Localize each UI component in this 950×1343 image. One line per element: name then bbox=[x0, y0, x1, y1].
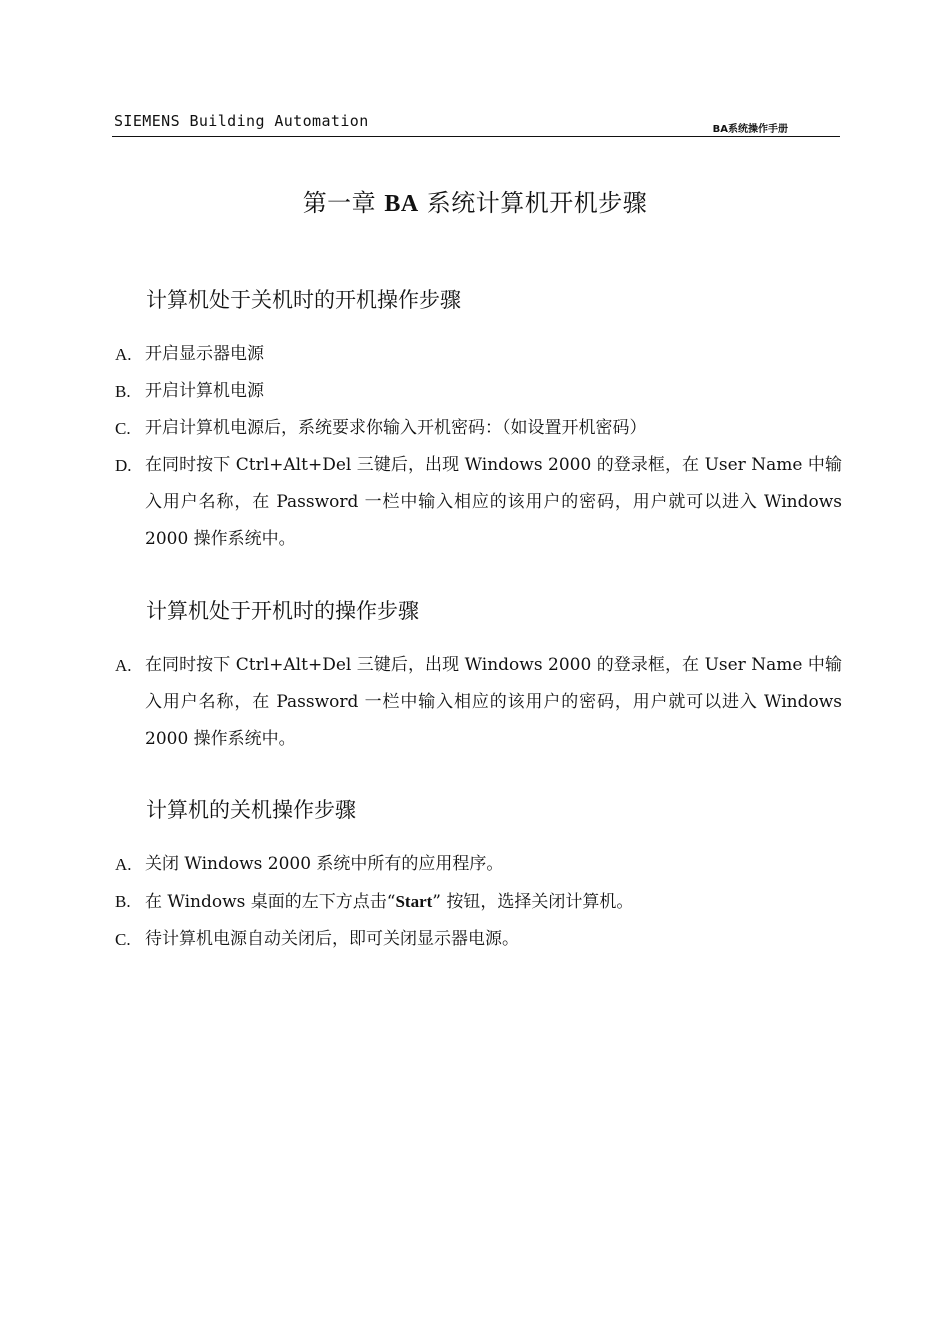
section-heading: 计算机的关机操作步骤 bbox=[146, 798, 356, 822]
list-item bbox=[112, 846, 842, 883]
chapter-title bbox=[0, 183, 950, 218]
list-item bbox=[112, 647, 842, 758]
list-text-before: 在 Windows 桌面的左下方点击“ bbox=[145, 892, 396, 912]
list-item bbox=[112, 883, 842, 921]
list-item bbox=[112, 373, 842, 410]
list-marker: A. bbox=[115, 345, 132, 364]
list-marker: B. bbox=[115, 892, 131, 911]
list-marker: A. bbox=[115, 855, 132, 874]
chapter-title-bold: BA bbox=[384, 191, 419, 217]
list-text: 关闭 Windows 2000 系统中所有的应用程序。 bbox=[145, 854, 504, 874]
list-item bbox=[112, 336, 842, 373]
chapter-title-suffix: 系统计算机开机步骤 bbox=[418, 189, 648, 217]
list-marker: D. bbox=[115, 456, 132, 475]
header-company: SIEMENS Building Automation bbox=[114, 112, 369, 130]
list-item bbox=[112, 410, 842, 447]
list-text: 开启显示器电源 bbox=[145, 344, 264, 364]
section-heading: 计算机处于开机时的操作步骤 bbox=[146, 599, 419, 623]
list-text: 在同时按下 Ctrl+Alt+Del 三键后，出现 Windows 2000 的登录框，在 User Name 中输入用户名称，在 Password 一栏中输入相应的该用户的密码，用户就可以进入 Windows 2000 操作系统中。 bbox=[145, 455, 842, 549]
list-marker: A. bbox=[115, 656, 132, 675]
list-text: 待计算机电源自动关闭后，即可关闭显示器电源。 bbox=[145, 929, 519, 949]
list-text: 在同时按下 Ctrl+Alt+Del 三键后，出现 Windows 2000 的登录框，在 User Name 中输入用户名称，在 Password 一栏中输入相应的该用户的密码，用户就可以进入 Windows 2000 操作系统中。 bbox=[145, 655, 842, 749]
list-text-after: ” 按钮，选择关闭计算机。 bbox=[432, 892, 634, 912]
list-text bbox=[145, 892, 633, 912]
section-login-when-on bbox=[112, 594, 842, 758]
start-label: Start bbox=[395, 892, 433, 911]
list-marker: C. bbox=[115, 419, 131, 438]
list-item bbox=[112, 447, 842, 558]
section-shutdown bbox=[112, 793, 842, 958]
chapter-title-prefix: 第一章 bbox=[302, 189, 385, 217]
section-power-on-from-off bbox=[112, 283, 842, 558]
list-marker: B. bbox=[115, 382, 131, 401]
header-doc-title: BA系统操作手册 bbox=[712, 124, 788, 135]
list-item bbox=[112, 921, 842, 958]
page-header bbox=[112, 108, 840, 137]
list-marker: C. bbox=[115, 930, 131, 949]
list-text: 开启计算机电源后，系统要求你输入开机密码：（如设置开机密码） bbox=[145, 418, 647, 438]
section-heading: 计算机处于关机时的开机操作步骤 bbox=[146, 288, 461, 312]
list-text: 开启计算机电源 bbox=[145, 381, 264, 401]
